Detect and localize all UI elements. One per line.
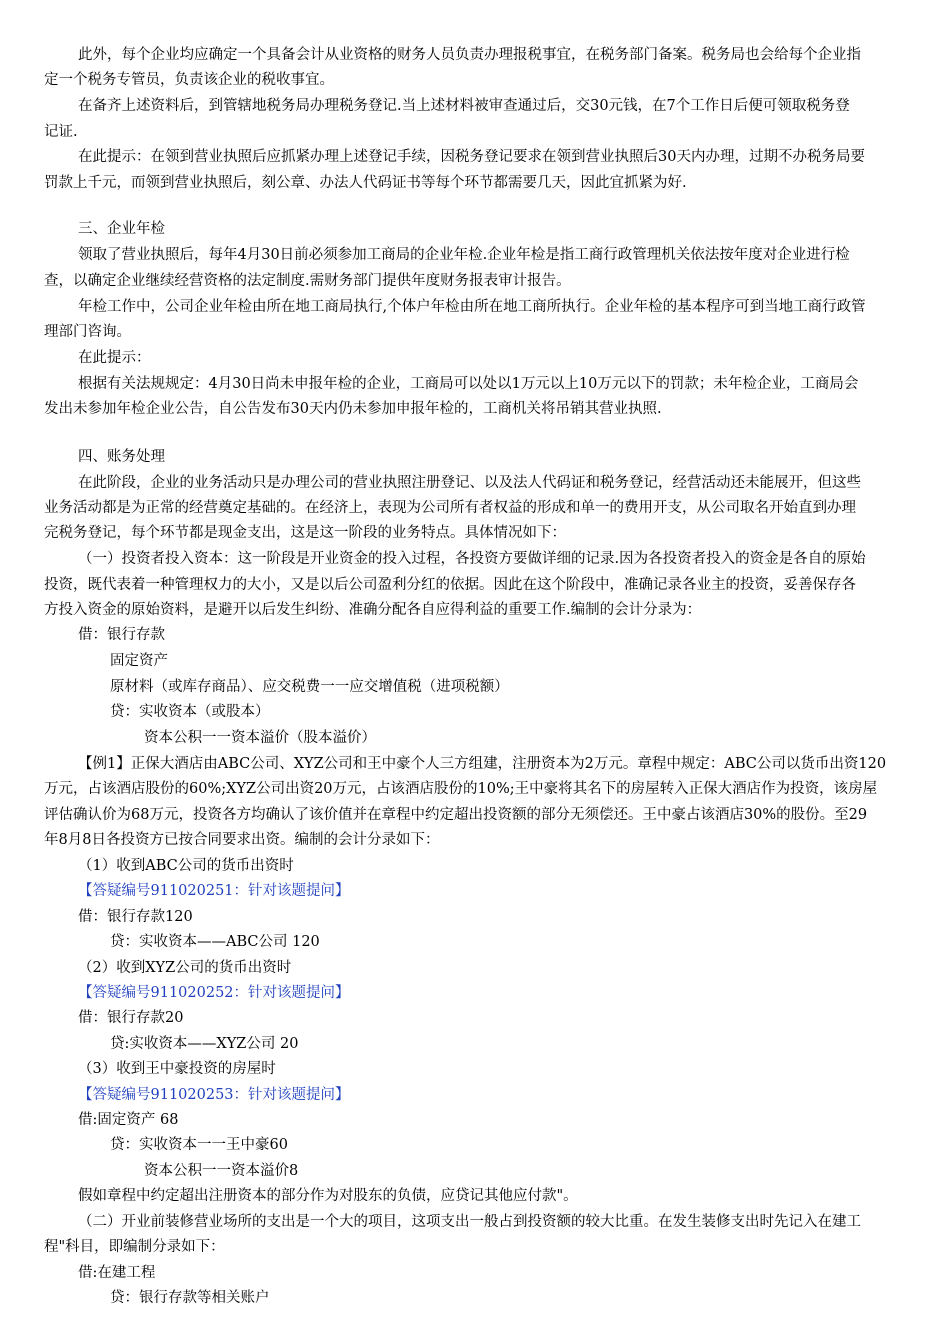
text-line: 根据有关法规规定：4月30日尚未申报年检的企业，工商局可以处以1万元以上10万元以下的罚款；未年检企业，工商局会: [78, 376, 859, 392]
question-link[interactable]: 【答疑编号911020253：针对该题提问】: [78, 1087, 350, 1103]
text-line: 在此阶段，企业的业务活动只是办理公司的营业执照注册登记、以及法人代码证和税务登记，经营活动还未能展开，但这些: [78, 475, 861, 491]
journal-entry-line: 贷：实收资本——ABC公司 120: [110, 934, 320, 950]
journal-entry-line: 借：银行存款20: [78, 1010, 184, 1026]
text-line: 记证.: [44, 124, 78, 140]
text-line: 【例1】正保大酒店由ABC公司、XYZ公司和王中豪个人三方组建，注册资本为2万元。章程中规定：ABC公司以货币出资120: [78, 756, 887, 772]
text-line: （1）收到ABC公司的货币出资时: [78, 858, 294, 874]
text-line: 年检工作中，公司企业年检由所在地工商局执行,个体户年检由所在地工商所执行。企业年检的基本程序可到当地工商行政管: [78, 299, 866, 315]
journal-entry-line: 借:在建工程: [78, 1265, 156, 1281]
text-line: 发出未参加年检企业公告，自公告发布30天内仍未参加申报年检的，工商机关将吊销其营业执照.: [44, 401, 662, 417]
text-line: 在此提示：: [78, 350, 151, 366]
journal-entry-line: 原材料（或库存商品）、应交税费一一应交增值税（进项税额）: [110, 679, 509, 695]
journal-entry-line: 资本公积一一资本溢价（股本溢价）: [144, 730, 376, 746]
text-line: 在备齐上述资料后，到管辖地税务局办理税务登记.当上述材料被审查通过后，交30元钱，在7个工作日后便可领取税务登: [78, 98, 850, 114]
journal-entry-line: 固定资产: [110, 653, 168, 669]
journal-entry-line: 借：银行存款: [78, 627, 165, 643]
question-link[interactable]: 【答疑编号911020251：针对该题提问】: [78, 883, 350, 899]
text-line: （2）收到XYZ公司的货币出资时: [78, 960, 292, 976]
question-link[interactable]: 【答疑编号911020252：针对该题提问】: [78, 985, 350, 1001]
text-line: 投资，既代表着一种管理权力的大小，又是以后公司盈利分红的依据。因此在这个阶段中，准确记录各业主的投资，妥善保存各: [44, 577, 856, 593]
text-line: （3）收到王中豪投资的房屋时: [78, 1061, 276, 1077]
text-line: 万元，占该酒店股份的60%;XYZ公司出资20万元，占该酒店股份的10%;王中豪将其名下的房屋转入正保大酒店作为投资，该房屋: [44, 781, 878, 797]
section-heading: 四、账务处理: [78, 449, 165, 465]
journal-entry-line: 借：银行存款120: [78, 909, 193, 925]
text-line: 年8月8日各投资方已按合同要求出资。编制的会计分录如下：: [44, 832, 440, 848]
text-line: 假如章程中约定超出注册资本的部分作为对股东的负债，应贷记其他应付款"。: [78, 1188, 578, 1204]
text-line: 定一个税务专管员，负责该企业的税收事宜。: [44, 72, 334, 88]
text-line: 程"科目，即编制分录如下：: [44, 1239, 225, 1255]
text-line: 在此提示：在领到营业执照后应抓紧办理上述登记手续，因税务登记要求在领到营业执照后30天内办理，过期不办税务局要: [78, 149, 865, 165]
section-heading: 三、企业年检: [78, 221, 165, 237]
text-line: 评估确认价为68万元，投资各方均确认了该价值并在章程中约定超出投资额的部分无须偿还。王中豪占该酒店30%的股份。至29: [44, 807, 868, 823]
journal-entry-line: 贷:实收资本——XYZ公司 20: [110, 1036, 299, 1052]
journal-entry-line: 资本公积一一资本溢价8: [144, 1163, 299, 1179]
text-line: 领取了营业执照后，每年4月30日前必须参加工商局的企业年检.企业年检是指工商行政管理机关依法按年度对企业进行检: [78, 247, 850, 263]
journal-entry-line: 贷：银行存款等相关账户: [110, 1290, 270, 1306]
text-line: （二）开业前装修营业场所的支出是一个大的项目，这项支出一般占到投资额的较大比重。在发生装修支出时先记入在建工: [78, 1214, 861, 1230]
text-line: 方投入资金的原始资料，是避开以后发生纠纷、准确分配各自应得利益的重要工作.编制的会计分录为：: [44, 602, 702, 618]
text-line: 理部门咨询。: [44, 324, 131, 340]
journal-entry-line: 贷：实收资本一一王中豪60: [110, 1137, 288, 1153]
text-line: 业务活动都是为正常的经营奠定基础的。在经济上，表现为公司所有者权益的形成和单一的费用开支，从公司取名开始直到办理: [44, 500, 856, 516]
journal-entry-line: 借:固定资产 68: [78, 1112, 179, 1128]
journal-entry-line: 贷：实收资本（或股本）: [110, 704, 270, 720]
text-line: 完税务登记，每个环节都是现金支出，这是这一阶段的业务特点。具体情况如下：: [44, 525, 566, 541]
text-line: 查，以确定企业继续经营资格的法定制度.需财务部门提供年度财务报表审计报告。: [44, 273, 571, 289]
text-line: 罚款上千元，而领到营业执照后，刻公章、办法人代码证书等每个环节都需要几天，因此宜抓紧为好.: [44, 175, 687, 191]
text-line: （一）投资者投入资本：这一阶段是开业资金的投入过程，各投资方要做详细的记录.因为各投资者投入的资金是各自的原始: [78, 551, 866, 567]
text-line: 此外，每个企业均应确定一个具备会计从业资格的财务人员负责办理报税事宜，在税务部门备案。税务局也会给每个企业指: [78, 47, 861, 63]
